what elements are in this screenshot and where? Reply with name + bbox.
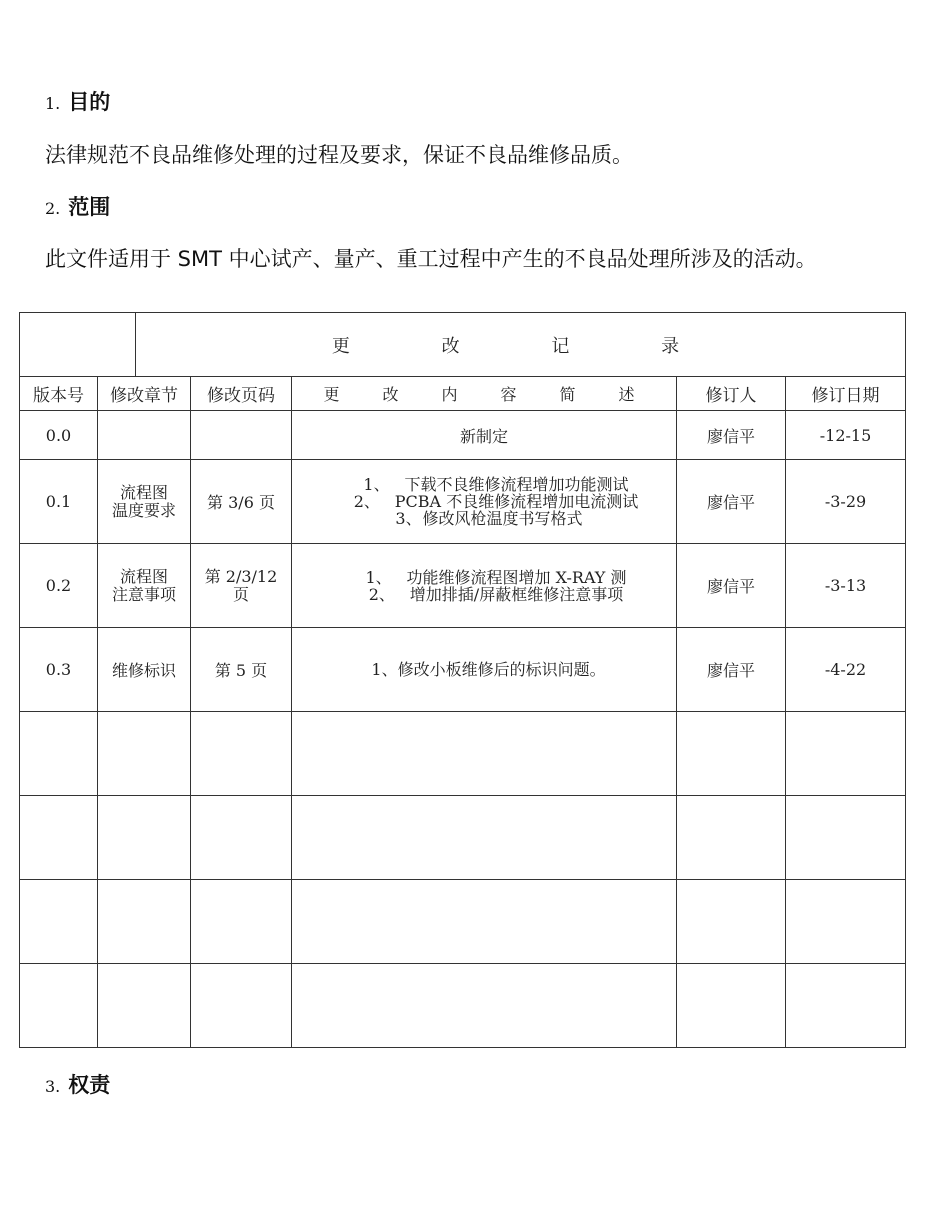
cell-content: 新制定 — [292, 411, 677, 460]
section-2-title: 范围 — [68, 195, 111, 219]
cell-chapter: 维修标识 — [98, 628, 191, 712]
content-line: 3、修改风枪温度书写格式 — [395, 509, 583, 528]
table-title-char: 更 — [331, 335, 350, 357]
header-date: 修订日期 — [786, 377, 906, 411]
section-3-title: 权责 — [68, 1073, 111, 1097]
header-content — [292, 377, 677, 411]
content-line: 2、 PCBA 不良维修流程增加电流测试 — [353, 492, 639, 511]
chapter-line: 注意事项 — [111, 584, 176, 604]
cell-date: -12-15 — [786, 411, 906, 460]
table-title-char: 录 — [661, 335, 680, 357]
table-header-row — [20, 377, 906, 411]
cell-date: -4-22 — [786, 628, 906, 712]
section-1-text: 法律规范不良品维修处理的过程及要求，保证不良品维修品质。 — [45, 143, 633, 167]
table-row-empty — [20, 796, 906, 880]
cell-date: -3-13 — [786, 544, 906, 628]
header-chapter: 修改章节 — [98, 377, 191, 411]
cell-editor: 廖信平 — [677, 411, 786, 460]
header-page: 修改页码 — [191, 377, 292, 411]
cell-page: 第 5 页 — [191, 628, 292, 712]
page-line: 第 2/3/12 — [204, 566, 278, 586]
change-record-table — [19, 312, 906, 1048]
section-2-text: 此文件适用于 SMT 中心试产、量产、重工过程中产生的不良品处理所涉及的活动。 — [45, 247, 817, 271]
page-line: 页 — [232, 584, 249, 604]
cell-version: 0.3 — [20, 628, 98, 712]
table-row — [20, 411, 906, 460]
chapter-line: 温度要求 — [111, 500, 176, 520]
cell-version: 0.2 — [20, 544, 98, 628]
cell-chapter — [98, 544, 191, 628]
cell-editor: 廖信平 — [677, 628, 786, 712]
header-version: 版本号 — [20, 377, 98, 411]
cell-chapter — [98, 411, 191, 460]
section-2-heading — [45, 193, 110, 223]
chapter-line: 流程图 — [119, 566, 168, 586]
cell-content — [292, 460, 677, 544]
header-content-char: 内 — [441, 385, 458, 404]
header-content-char: 简 — [559, 385, 576, 404]
section-2-number: 2. — [45, 199, 61, 218]
header-editor: 修订人 — [677, 377, 786, 411]
header-content-char: 更 — [323, 385, 340, 404]
cell-version: 0.0 — [20, 411, 98, 460]
table-row-empty — [20, 712, 906, 796]
content-line: 2、 增加排插/屏蔽框维修注意事项 — [368, 584, 624, 604]
cell-page — [191, 411, 292, 460]
table-row-empty — [20, 964, 906, 1048]
header-content-char: 容 — [500, 385, 517, 404]
table-corner-cell — [20, 313, 136, 377]
header-content-char: 述 — [618, 385, 635, 404]
cell-date: -3-29 — [786, 460, 906, 544]
cell-editor: 廖信平 — [677, 460, 786, 544]
section-3-heading — [45, 1071, 110, 1101]
content-line: 1、 功能维修流程图增加 X-RAY 测 — [365, 567, 627, 587]
table-title-char: 记 — [551, 335, 570, 357]
cell-page — [191, 544, 292, 628]
content-line: 1、 下载不良维修流程增加功能测试 — [363, 475, 629, 494]
section-3-number: 3. — [45, 1077, 61, 1096]
cell-content: 1、修改小板维修后的标识问题。 — [292, 628, 677, 712]
table-title-char: 改 — [441, 335, 460, 357]
table-title-cell — [136, 313, 906, 377]
cell-chapter — [98, 460, 191, 544]
table-row — [20, 544, 906, 628]
chapter-line: 流程图 — [119, 482, 168, 502]
cell-editor: 廖信平 — [677, 544, 786, 628]
table-title-row — [20, 313, 906, 377]
table-row — [20, 460, 906, 544]
cell-content — [292, 544, 677, 628]
cell-version: 0.1 — [20, 460, 98, 544]
header-content-char: 改 — [382, 385, 399, 404]
cell-page: 第 3/6 页 — [191, 460, 292, 544]
section-1-number: 1. — [45, 94, 61, 113]
section-1-heading — [45, 88, 110, 118]
table-row — [20, 628, 906, 712]
table-row-empty — [20, 880, 906, 964]
section-1-title: 目的 — [68, 90, 111, 114]
